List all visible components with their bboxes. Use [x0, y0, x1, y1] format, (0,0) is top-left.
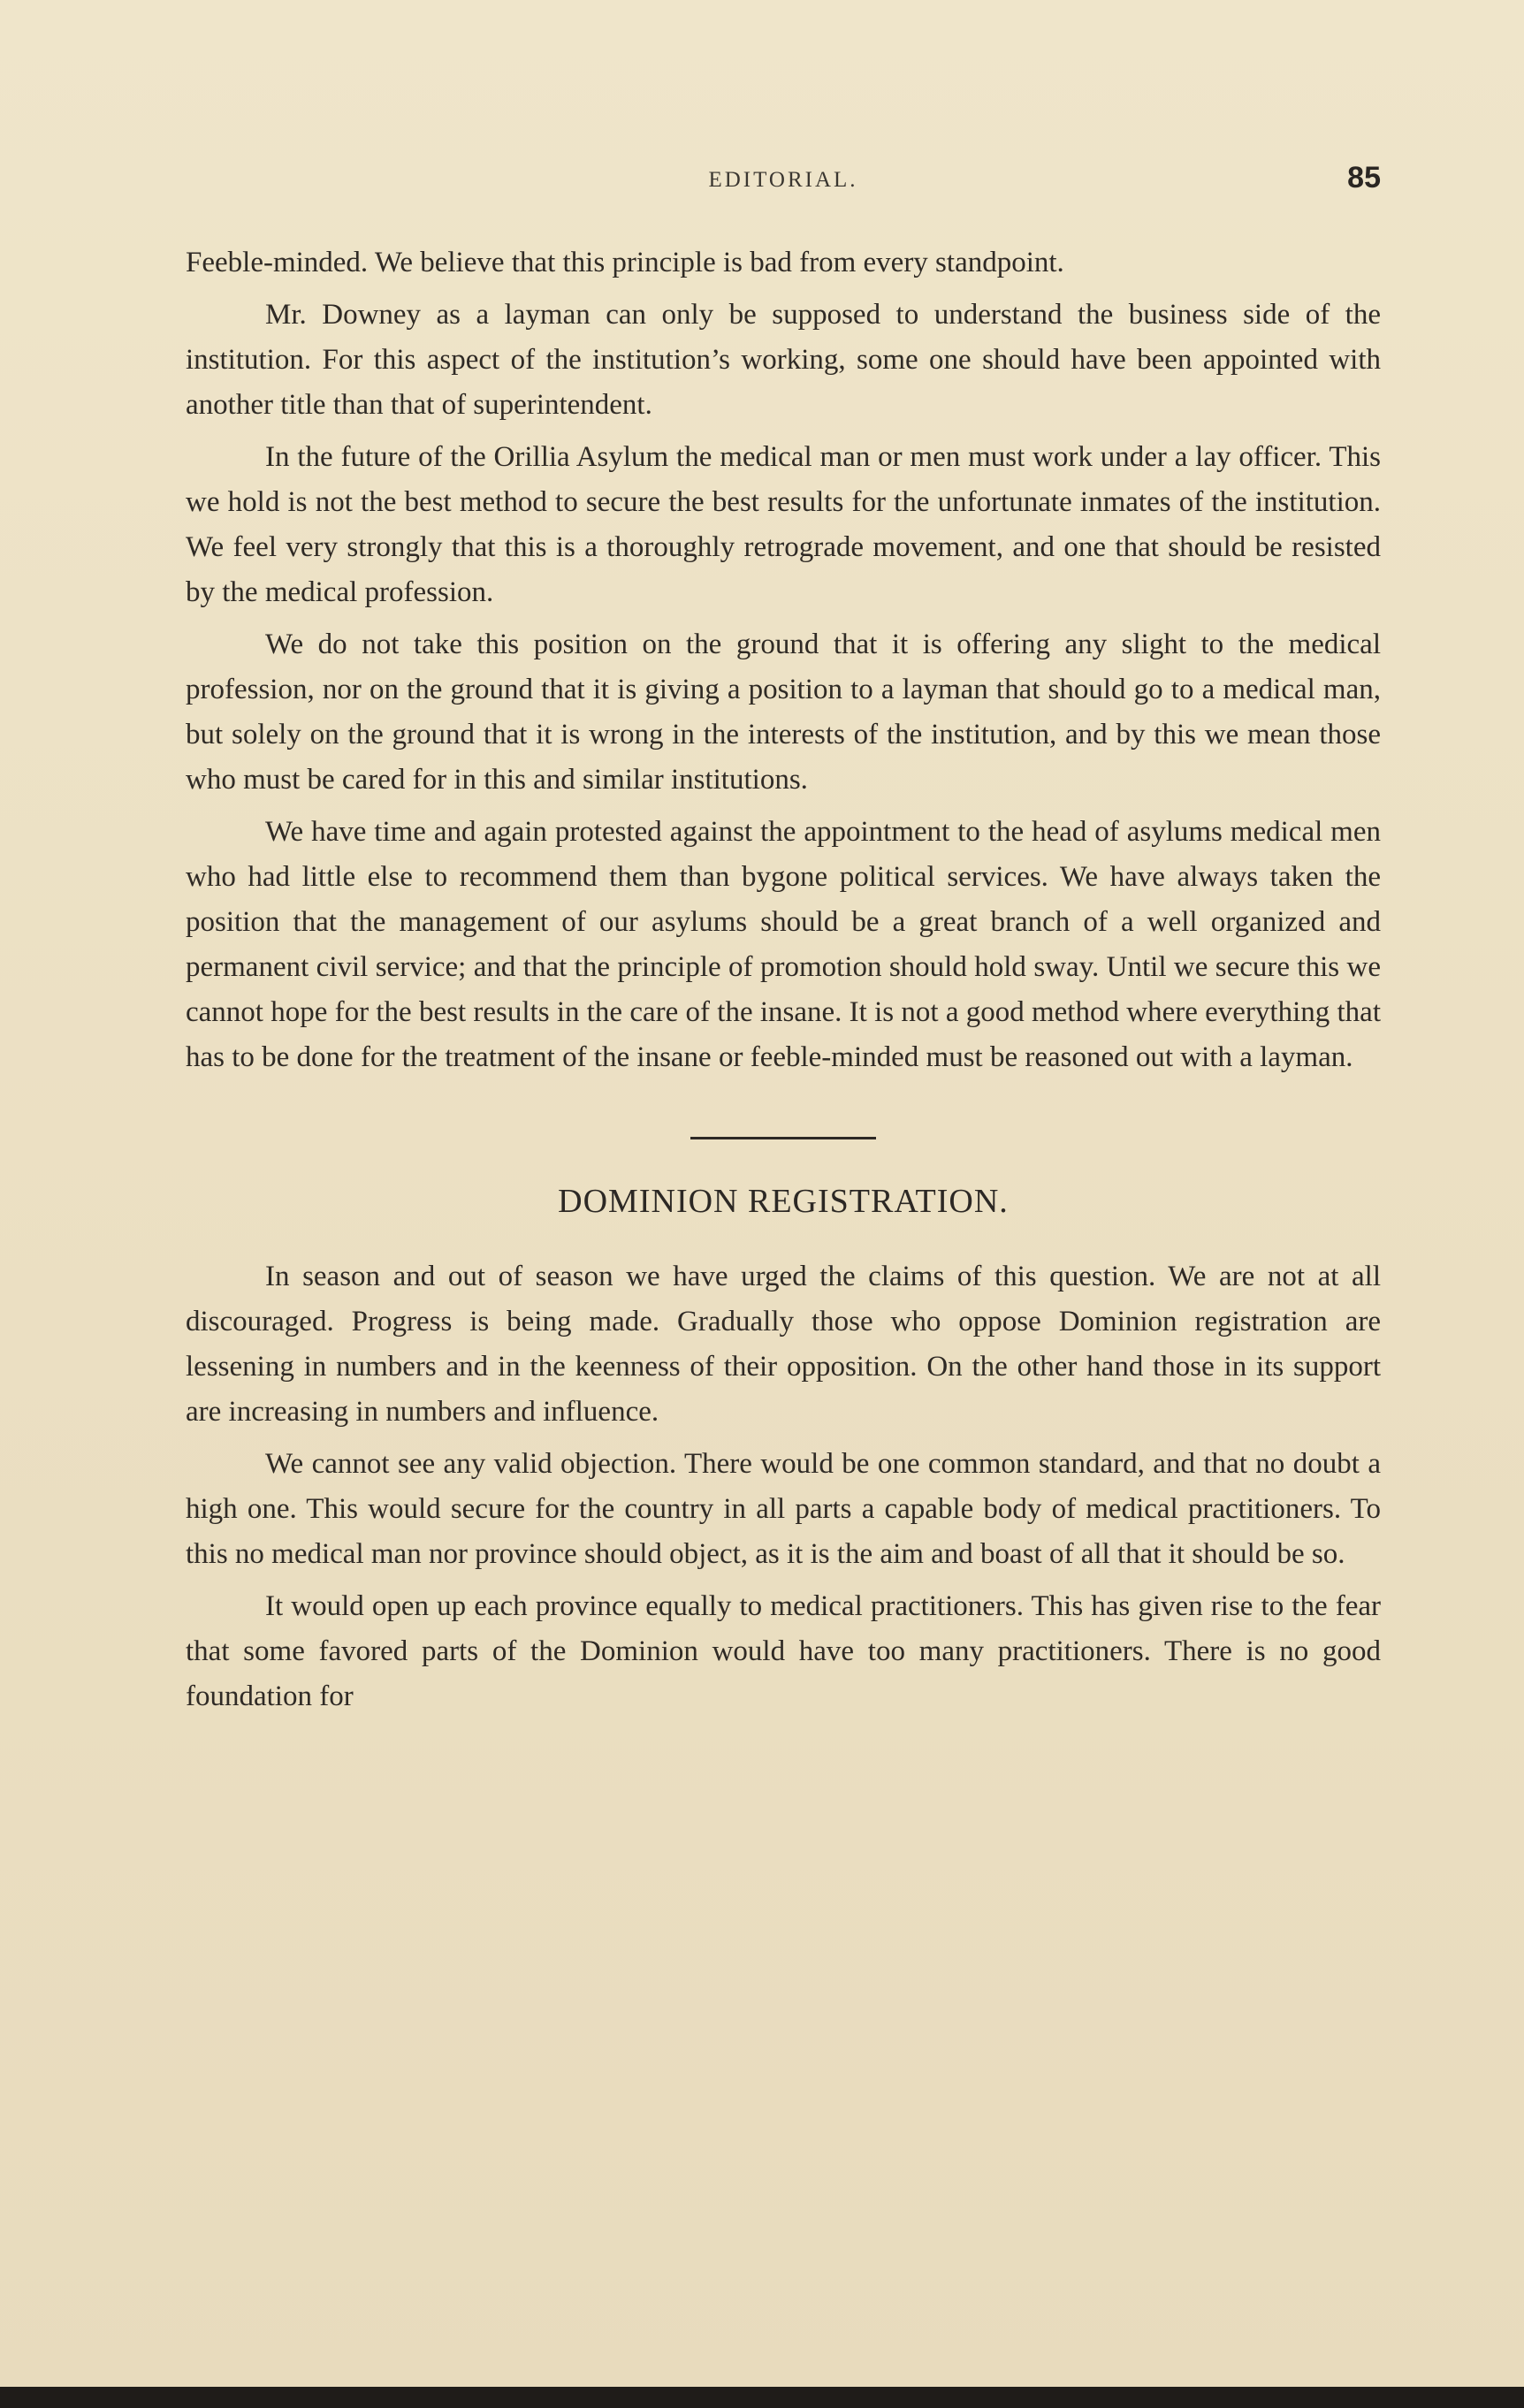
paragraph: It would open up each province equally to medical practitioners. This has given rise to the fear that some favored parts of the Dominion would have too many practitioners. There is no good foundation for	[186, 1590, 1381, 1712]
paragraph: We have time and again protested against the appointment to the head of asylums medical men who had little else to recommend them than bygone political services. We have always taken the position that the management of our asylums should be a great branch of a well organized and permanent civil service; and that the principle of promotion should hold sway. Until we secure this we cannot hope for the best results in the care of the insane. It is not a good method where everything that has to be done for the treatment of the insane or feeble-minded must be reasoned out with a layman.	[186, 816, 1381, 1073]
paragraph-continued: Feeble-minded. We believe that this principle is bad from every standpoint.	[186, 247, 1064, 278]
page-number: 85	[1347, 161, 1381, 194]
paragraph: In season and out of season we have urged the claims of this question. We are not at all discouraged. Progress is being made. Gradually those who oppose Dominion registration are lessening in numbers and in the keenness of their opposition. On the other hand those in its support are increasing in numbers and influence.	[186, 1261, 1381, 1428]
paragraph: We cannot see any valid objection. There would be one common standard, and that no doubt a high one. This would secure for the country in all parts a capable body of medical practitioners. To this no medical man nor province should object, as it is the aim and boast of all that it should be so.	[186, 1448, 1381, 1570]
paragraph: Mr. Downey as a layman can only be supposed to understand the business side of the institution. For this aspect of the institution’s working, some one should have been appointed with another title than that of superintendent.	[186, 299, 1381, 421]
paragraph: In the future of the Orillia Asylum the medical man or men must work under a lay officer. This we hold is not the best method to secure the best results for the unfortunate inmates of the institution. We feel very strongly that this is a thoroughly retrograde movement, and one that should be resisted by the medical profession.	[186, 441, 1381, 608]
section-divider	[690, 1137, 876, 1139]
section-heading: DOMINION REGISTRATION.	[558, 1183, 1009, 1220]
paragraph: We do not take this position on the ground that it is offering any slight to the medical profession, nor on the ground that it is giving a position to a layman that should go to a medical man, but solely on the ground that it is wrong in the interests of the institution, and by this we mean those who must be cared for in this and similar institutions.	[186, 629, 1381, 796]
running-head	[186, 161, 1381, 205]
scan-bottom-edge	[0, 2387, 1524, 2408]
text-column	[186, 240, 1381, 1726]
running-title: EDITORIAL.	[708, 168, 858, 192]
